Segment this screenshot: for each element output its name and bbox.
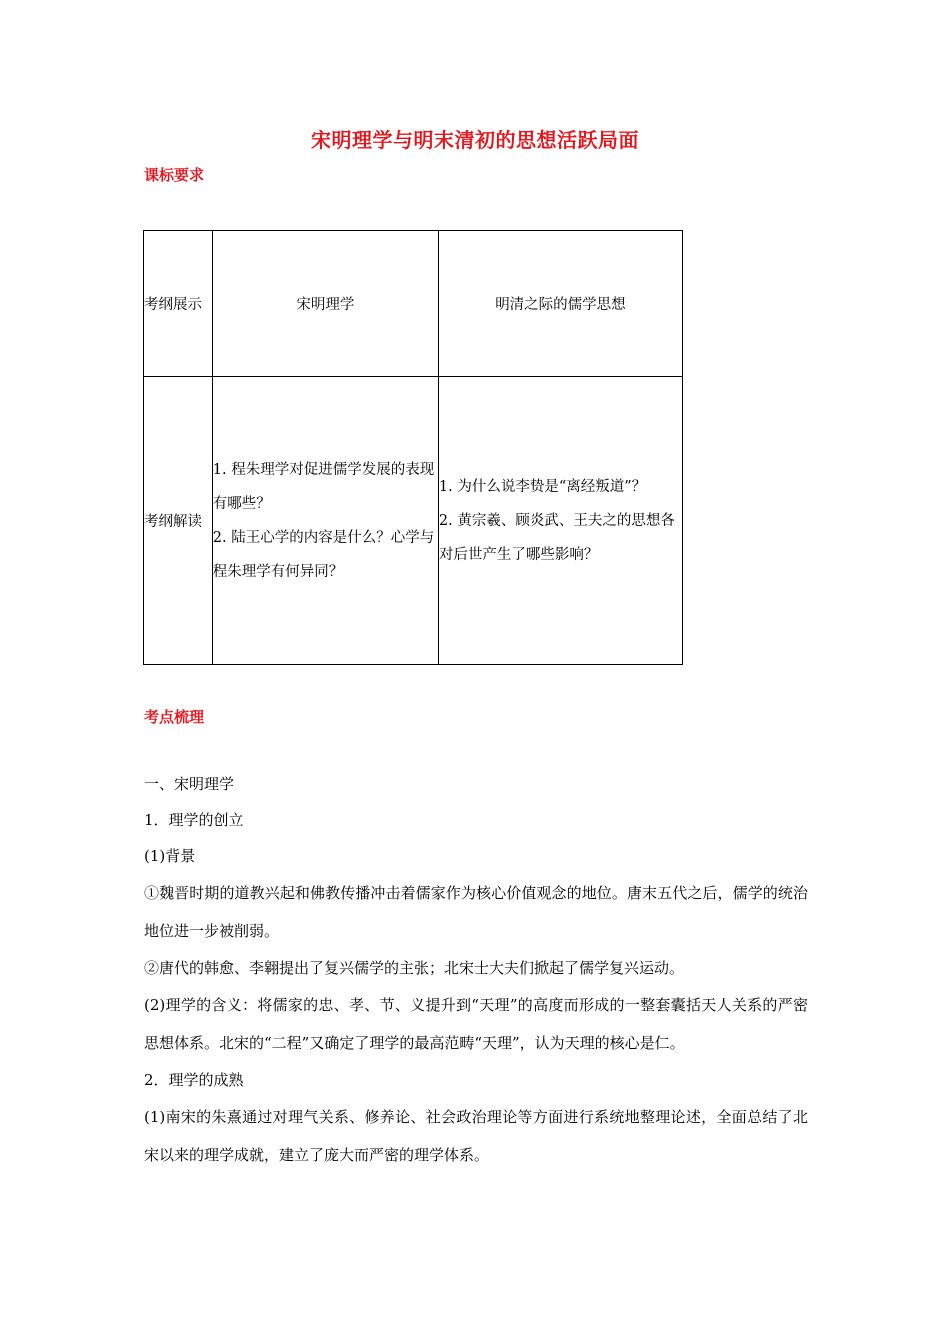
question-item: 2. 黄宗羲、顾炎武、王夫之的思想各对后世产生了哪些影响？ xyxy=(438,512,675,563)
subsection-item: (1)背景 xyxy=(144,847,196,865)
table-cell-neo-confucianism-questions xyxy=(212,377,438,665)
table-row-label: 考纲解读 xyxy=(144,377,213,665)
section-heading-requirements: 课标要求 xyxy=(144,166,205,184)
page-title: 宋明理学与明末清初的思想活跃局面 xyxy=(311,128,639,152)
subsection-heading: 2．理学的成熟 xyxy=(144,1071,244,1089)
section-heading-key-points: 考点梳理 xyxy=(144,708,205,726)
subsection-heading: 1．理学的创立 xyxy=(144,811,244,829)
paragraph: (1)南宋的朱熹通过对理气关系、修养论、社会政治理论等方面进行系统地整理论述，全面总结了北宋以来的理学成就，建立了庞大而严密的理学体系。 xyxy=(144,1108,808,1164)
question-item: 1. 为什么说李贽是“离经叛道”？ xyxy=(438,478,647,495)
question-item: 2. 陆王心学的内容是什么？心学与程朱理学有何异同？ xyxy=(212,529,435,580)
question-item: 1. 程朱理学对促进儒学发展的表现有哪些？ xyxy=(212,461,435,512)
syllabus-table xyxy=(143,230,683,665)
table-col-header-ming-qing-thought: 明清之际的儒学思想 xyxy=(438,231,682,377)
table-cell-ming-qing-questions xyxy=(438,377,682,665)
content-body xyxy=(144,766,808,1174)
table-header-label: 考纲展示 xyxy=(144,231,213,377)
paragraph: (2)理学的含义：将儒家的忠、孝、节、义提升到“天理”的高度而形成的一整套囊括天人关系的严密思想体系。北宋的“二程”又确定了理学的最高范畴“天理”，认为天理的核心是仁。 xyxy=(144,996,808,1052)
part-heading: 一、宋明理学 xyxy=(144,775,235,793)
table-col-header-neo-confucianism: 宋明理学 xyxy=(212,231,438,377)
table-row xyxy=(144,377,683,665)
paragraph: ①魏晋时期的道教兴起和佛教传播冲击着儒家作为核心价值观念的地位。唐末五代之后，儒学的统治地位进一步被削弱。 xyxy=(144,884,808,940)
paragraph: ②唐代的韩愈、李翱提出了复兴儒学的主张；北宋士大夫们掀起了儒学复兴运动。 xyxy=(144,959,685,977)
table-row xyxy=(144,231,683,377)
